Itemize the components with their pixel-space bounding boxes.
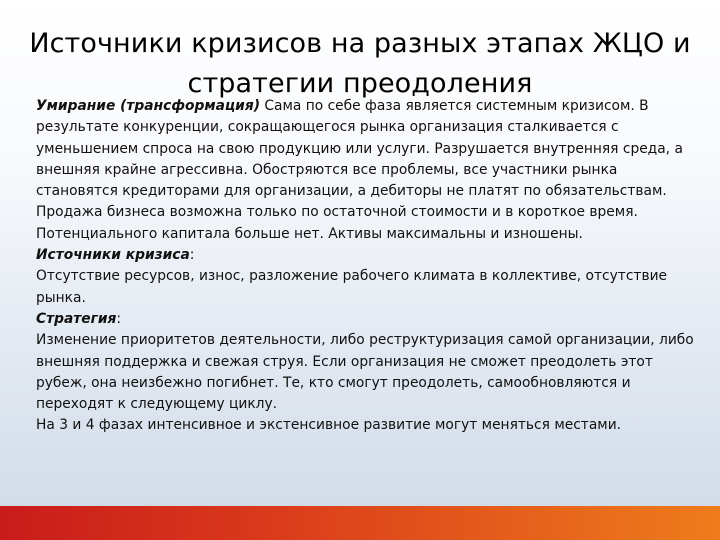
phase-name: Умирание (трансформация) <box>36 98 261 114</box>
sources-colon: : <box>189 247 195 264</box>
strategy-text: Изменение приоритетов деятельности, либо реструктуризация самой организации, либо внешняя поддержка и свежая струя. Если организация не сможет преодолеть этот рубеж, она неизбежно погибнет. Те, кто смогут преодолеть, самообновляются и переходят к следующему циклу. <box>36 332 694 413</box>
slide-title: Источники кризисов на разных этапах ЖЦО и стратегии преодоления <box>29 28 691 100</box>
slide-body <box>36 96 696 437</box>
phase-description: Сама по себе фаза является системным кризисом. В результате конкуренции, сокращающегося рынка организация сталкивается с уменьшением спроса на свою продукцию или услуги. Разрушается внутренняя среда, а внешняя крайне агрессивна. Обостряются все проблемы, все участники рынка становятся кредиторами для организации, а дебиторы не платят по обязательствам. Продажа бизнеса возможна только по остаточной стоимости и в короткое время. Потенциального капитала больше нет. Активы максимальны и изношены. <box>36 98 683 242</box>
strategy-heading <box>36 309 696 330</box>
closing-note: На 3 и 4 фазах интенсивное и экстенсивное развитие могут меняться местами. <box>36 417 622 434</box>
strategy-label: Стратегия <box>36 310 117 327</box>
intro-paragraph <box>36 96 696 245</box>
strategy-colon: : <box>116 310 122 327</box>
bottom-decorative-bar <box>0 506 720 540</box>
sources-label: Источники кризиса <box>36 247 190 264</box>
sources-text: Отсутствие ресурсов, износ, разложение рабочего климата в коллективе, отсутствие рынка. <box>36 268 668 306</box>
sources-heading <box>36 245 696 266</box>
